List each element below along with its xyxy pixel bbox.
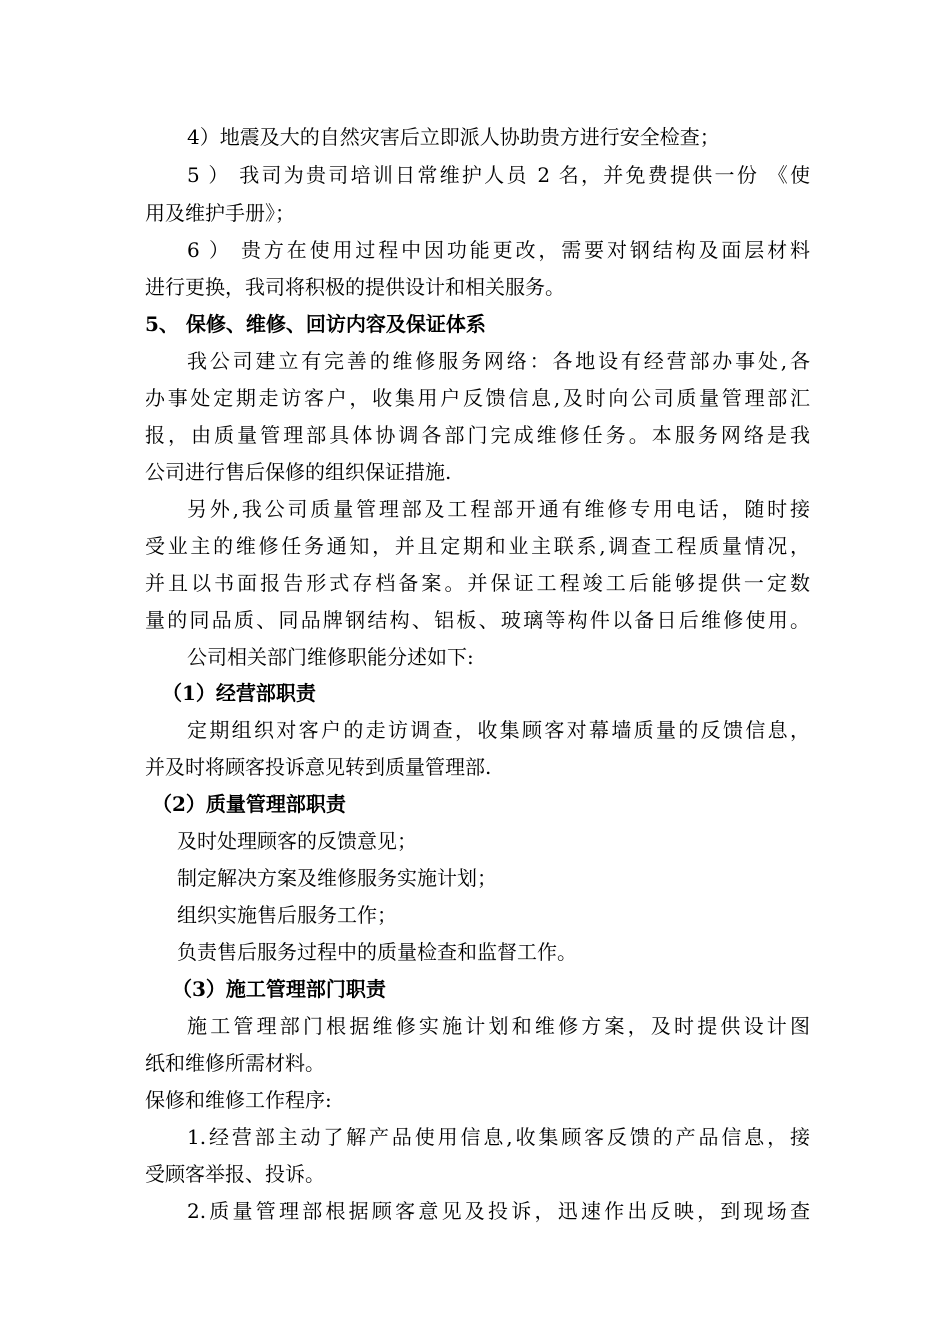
sales-dept-duty-line-1: 定期组织对客户的走访调查，收集顾客对幕墙质量的反馈信息，	[187, 718, 810, 742]
paragraph-hotline-line-4: 量的同品质、同品牌钢结构、铝板、玻璃等构件以备日后维修使用。	[145, 608, 810, 632]
service-item-6-line-2: 进行更换，我司将积极的提供设计和相关服务。	[145, 275, 565, 299]
construction-duty-line-1: 施工管理部门根据维修实施计划和维修方案，及时提供设计图	[187, 1014, 810, 1038]
service-item-5-line-1: 5 ） 我司为贵司培训日常维护人员 2 名，并免费提供一份 《使	[187, 163, 810, 187]
paragraph-network-line-2: 办事处定期走访客户，收集用户反馈信息,及时向公司质量管理部汇	[145, 386, 810, 410]
construction-duty-line-2: 纸和维修所需材料。	[145, 1051, 325, 1075]
service-item-4: 4）地震及大的自然灾害后立即派人协助贵方进行安全检查；	[187, 125, 720, 149]
sales-dept-duty-line-2: 并及时将顾客投诉意见转到质量管理部.	[145, 755, 492, 779]
service-item-6-line-1: 6 ） 贵方在使用过程中因功能更改，需要对钢结构及面层材料	[187, 238, 810, 262]
service-item-5-line-2: 用及维护手册》；	[145, 201, 295, 225]
paragraph-hotline-line-2: 受业主的维修任务通知，并且定期和业主联系,调查工程质量情况，	[145, 534, 810, 558]
procedure-step-1-line-1: 1.经营部主动了解产品使用信息,收集顾客反馈的产品信息，接	[187, 1125, 810, 1149]
paragraph-network-line-4: 公司进行售后保修的组织保证措施.	[145, 460, 452, 484]
duties-intro: 公司相关部门维修职能分述如下:	[187, 645, 474, 669]
quality-duty-3: 组织实施售后服务工作；	[177, 903, 397, 927]
quality-duty-2: 制定解决方案及维修服务实施计划；	[177, 866, 497, 890]
subheading-quality-dept: （2）质量管理部职责	[152, 792, 346, 816]
subheading-construction-dept: （3）施工管理部门职责	[172, 977, 386, 1001]
paragraph-hotline-line-3: 并且以书面报告形式存档备案。并保证工程竣工后能够提供一定数	[145, 571, 810, 595]
subheading-sales-dept: （1）经营部职责	[162, 681, 316, 705]
quality-duty-1: 及时处理顾客的反馈意见；	[177, 829, 417, 853]
paragraph-network-line-1: 我公司建立有完善的维修服务网络：各地设有经营部办事处,各	[187, 349, 810, 373]
paragraph-hotline-line-1: 另外,我公司质量管理部及工程部开通有维修专用电话，随时接	[187, 497, 810, 521]
section-5-heading: 5、 保修、维修、回访内容及保证体系	[145, 312, 486, 336]
procedure-step-1-line-2: 受顾客举报、投诉。	[145, 1162, 325, 1186]
quality-duty-4: 负责售后服务过程中的质量检查和监督工作。	[177, 940, 577, 964]
procedure-step-2-line-1: 2.质量管理部根据顾客意见及投诉，迅速作出反映，到现场查	[187, 1199, 810, 1223]
procedure-heading: 保修和维修工作程序:	[145, 1088, 332, 1112]
paragraph-network-line-3: 报，由质量管理部具体协调各部门完成维修任务。本服务网络是我	[145, 423, 810, 447]
